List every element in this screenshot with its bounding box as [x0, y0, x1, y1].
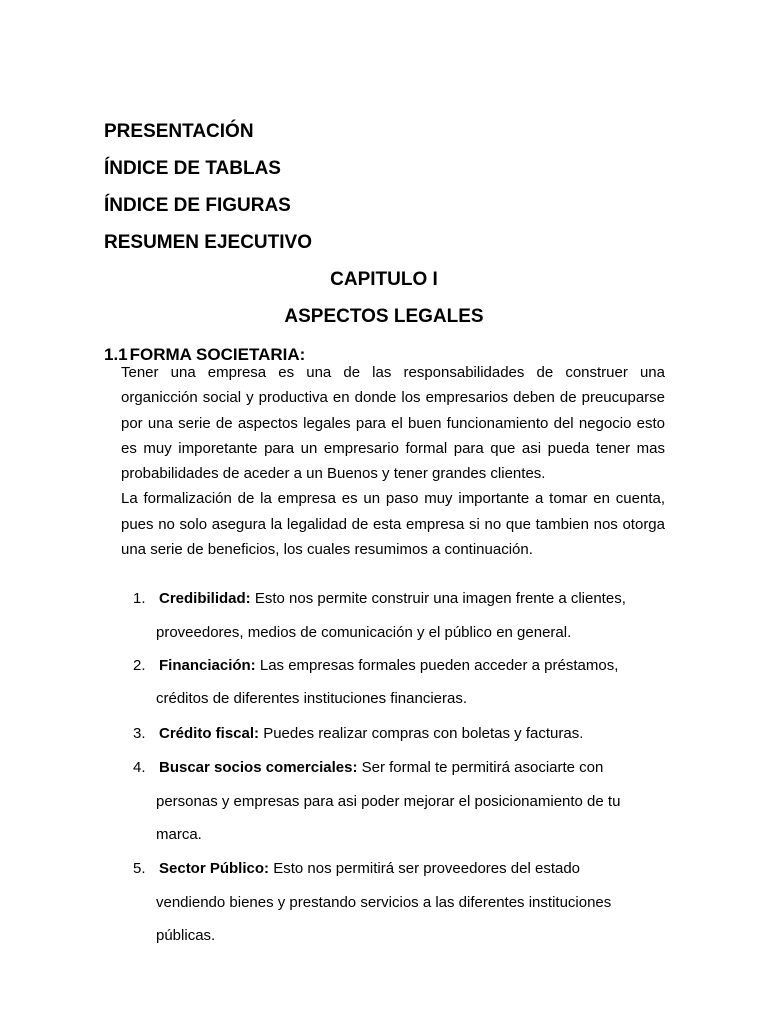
- list-item-continuation: marca.: [156, 826, 202, 843]
- list-item-number: 4.: [133, 759, 146, 776]
- list-item-term: Credibilidad:: [159, 590, 251, 607]
- list-item-term: Financiación:: [159, 657, 256, 674]
- list-item-continuation: vendiendo bienes y prestando servicios a las diferentes instituciones: [156, 894, 612, 911]
- list-item-first-line: [159, 725, 583, 743]
- chapter-title: ASPECTOS LEGALES: [284, 306, 484, 327]
- list-item-term: Buscar socios comerciales:: [159, 759, 358, 776]
- list-item-text: Ser formal te permitirá asociarte con: [357, 759, 604, 776]
- heading-presentacion: PRESENTACIÓN: [104, 121, 254, 142]
- list-item-number: 5.: [133, 860, 146, 877]
- chapter-number: CAPITULO I: [330, 269, 438, 290]
- list-item-text: Esto nos permite construir una imagen frente a clientes,: [250, 590, 626, 607]
- list-item-term: Sector Público:: [159, 860, 270, 877]
- list-item-term: Crédito fiscal:: [159, 725, 260, 742]
- section-title: FORMA SOCIETARIA:: [129, 345, 306, 364]
- list-item-number: 1.: [133, 590, 146, 607]
- list-item-text: Las empresas formales pueden acceder a préstamos,: [255, 657, 619, 674]
- list-item-continuation: públicas.: [156, 927, 216, 944]
- section-number: 1.1: [104, 345, 128, 364]
- list-item-first-line: [159, 860, 580, 878]
- paragraph-2: La formalización de la empresa es un paso muy importante a tomar en cuenta, pues no solo asegura la legalidad de esta empresa si no que tambien nos otorga una serie de beneficios, los cuales resumimos a continuación.: [121, 490, 665, 559]
- heading-indice-figuras: ÍNDICE DE FIGURAS: [104, 195, 291, 216]
- list-item-continuation: personas y empresas para asi poder mejorar el posicionamiento de tu: [156, 793, 621, 810]
- list-item-continuation: créditos de diferentes instituciones financieras.: [156, 690, 468, 707]
- list-item-text: Esto nos permitirá ser proveedores del estado: [269, 860, 581, 877]
- list-item-number: 3.: [133, 725, 146, 742]
- list-item-first-line: [159, 759, 603, 777]
- heading-resumen-ejecutivo: RESUMEN EJECUTIVO: [104, 232, 312, 253]
- list-item-first-line: [159, 590, 626, 608]
- list-item-continuation: proveedores, medios de comunicación y el público en general.: [156, 624, 572, 641]
- list-item-number: 2.: [133, 657, 146, 674]
- body-text: [121, 360, 665, 562]
- list-item-text: Puedes realizar compras con boletas y facturas.: [259, 725, 584, 742]
- heading-indice-tablas: ÍNDICE DE TABLAS: [104, 158, 281, 179]
- paragraph-1: Tener una empresa es una de las responsabilidades de construer una organicción social y productiva en donde los empresarios deben de preucuparse por una serie de aspectos legales para el buen funcionamiento del negocio esto es muy imporetante para un empresario formal para que asi pueda tener mas probabilidades de aceder a un Buenos y tener grandes clientes.: [121, 364, 665, 483]
- list-item-first-line: [159, 657, 618, 675]
